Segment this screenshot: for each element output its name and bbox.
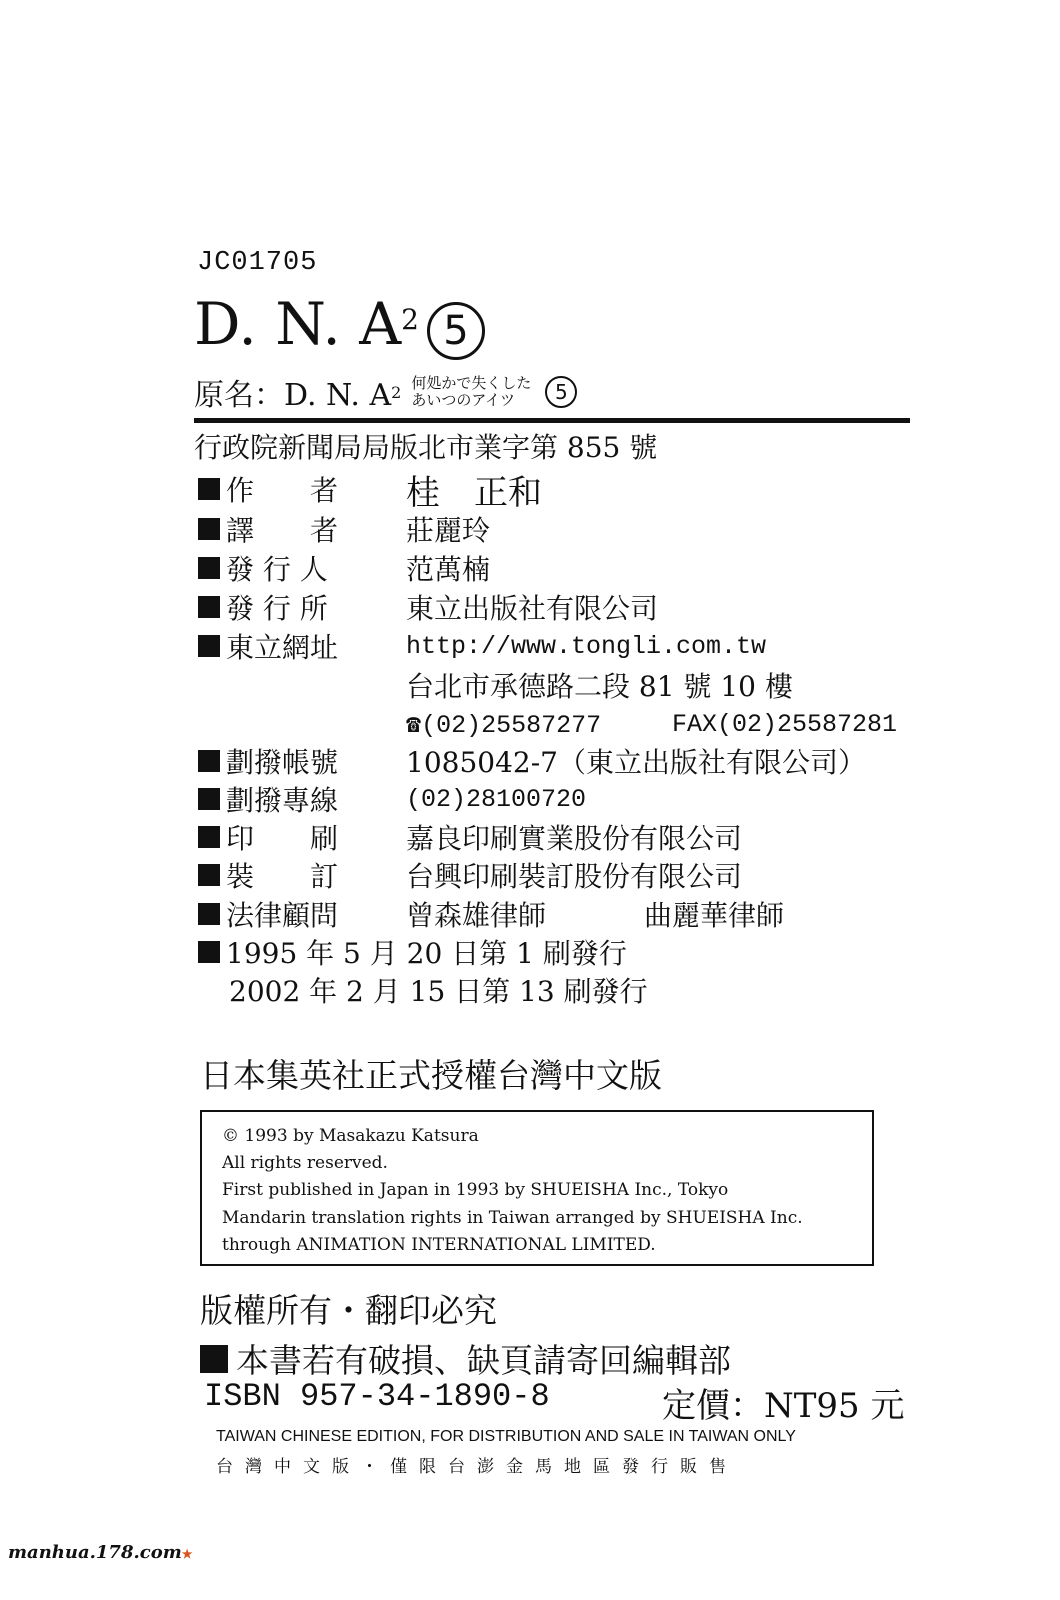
credit-label: 東立網址 (226, 631, 339, 664)
title-text: D. N. A (194, 290, 402, 358)
divider (194, 418, 910, 423)
credit-value: 東立出版社有限公司 (406, 592, 659, 625)
edition-notice-zh: 台灣中文版・僅限台澎金馬地區發行販售 (216, 1457, 738, 1476)
credit-value: (02)28100720 (406, 784, 587, 814)
volume-badge: 5 (427, 302, 485, 360)
square-bullet-icon (198, 750, 220, 772)
phone-icon: ☎ (406, 710, 422, 740)
print-history-latest-text: 2002 年 2 月 15 日第 13 刷發行 (229, 975, 648, 1008)
credit-value: 1085042-7（東立出版社有限公司） (406, 746, 866, 779)
publisher-address: 台北市承德路二段 81 號 10 樓 (406, 670, 793, 703)
catalog-code: JC01705 (197, 248, 318, 278)
damage-notice (200, 1335, 731, 1382)
website-url[interactable]: http://www.tongli.com.tw (406, 631, 767, 661)
credit-row-postal-line (198, 780, 587, 818)
square-bullet-icon (198, 941, 220, 963)
square-bullet-icon (198, 826, 220, 848)
square-bullet-icon (198, 788, 220, 810)
credit-value: 莊麗玲 (406, 514, 491, 547)
credit-row-website (198, 627, 767, 665)
credit-value: 范萬楠 (406, 553, 491, 586)
original-volume-badge: 5 (545, 376, 577, 408)
original-title (194, 370, 577, 414)
credit-row-postal-account (198, 742, 866, 780)
credit-label: 法律顧問 (226, 899, 339, 932)
copyright-box (200, 1110, 874, 1266)
credit-label: 印 刷 (226, 822, 339, 855)
fax-number: FAX(02)25587281 (672, 709, 898, 739)
license-number: 行政院新聞局局版北市業字第 855 號 (194, 431, 658, 464)
square-bullet-icon (198, 518, 220, 540)
copyright-line: through ANIMATION INTERNATIONAL LIMITED. (222, 1235, 656, 1255)
copyright-line: © 1993 by Masakazu Katsura (222, 1126, 479, 1146)
credit-row-publisher (198, 549, 491, 587)
credit-value: 嘉良印刷實業股份有限公司 (406, 822, 743, 855)
credit-row-publishing-house (198, 588, 659, 626)
credit-row-printing (198, 818, 743, 856)
credit-row-legal (198, 895, 785, 933)
credit-value: 台興印刷裝訂股份有限公司 (406, 860, 743, 893)
square-bullet-icon (198, 557, 220, 579)
square-bullet-icon (198, 864, 220, 886)
print-history-latest (198, 971, 648, 1009)
price: 定價：NT95 元 (662, 1386, 905, 1426)
credit-label: 譯 者 (226, 514, 339, 547)
square-bullet-icon (198, 903, 220, 925)
credit-row-author (198, 470, 542, 513)
print-history-first (198, 933, 627, 971)
japanese-title-line-1: 何処かで失くした (411, 374, 532, 392)
copyright-line: First published in Japan in 1993 by SHUEISHA Inc., Tokyo (222, 1180, 729, 1200)
square-bullet-icon (200, 1345, 228, 1373)
square-bullet-icon (198, 596, 220, 618)
credit-label: 劃撥帳號 (226, 746, 339, 779)
credit-value: 桂 正和 (406, 472, 542, 513)
isbn: ISBN 957-34-1890-8 (204, 1378, 550, 1415)
authorization-statement: 日本集英社正式授權台灣中文版 (200, 1056, 662, 1095)
original-title-superscript: 2 (391, 382, 402, 402)
phone-value: (02)25587277 (421, 710, 602, 740)
title-superscript: 2 (401, 303, 419, 336)
credit-label: 裝 訂 (226, 860, 339, 893)
credit-label: 發 行 人 (226, 553, 328, 586)
square-bullet-icon (198, 635, 220, 657)
credit-value: 曾森雄律師 (406, 899, 547, 932)
book-title (194, 292, 485, 360)
print-history-first-text: 1995 年 5 月 20 日第 1 刷發行 (226, 937, 627, 970)
damage-notice-text: 本書若有破損、缺頁請寄回編輯部 (236, 1341, 731, 1380)
edition-notice-en: TAIWAN CHINESE EDITION, FOR DISTRIBUTION AND SALE IN TAIWAN ONLY (216, 1428, 796, 1445)
credit-label: 作 者 (226, 474, 339, 507)
copyright-line: All rights reserved. (222, 1153, 388, 1173)
square-bullet-icon (198, 478, 220, 500)
credit-label: 發 行 所 (226, 592, 328, 625)
watermark-text: manhua.178.com (8, 1542, 182, 1563)
copyright-line: Mandarin translation rights in Taiwan arranged by SHUEISHA Inc. (222, 1208, 803, 1228)
star-icon: ★ (181, 1547, 193, 1561)
rights-reserved: 版權所有・翻印必究 (200, 1291, 497, 1330)
credit-label: 劃撥專線 (226, 784, 339, 817)
japanese-title-line-2: あいつのアイツ (411, 391, 515, 409)
original-title-label: 原名：D. N. A (194, 378, 392, 413)
credit-row-translator (198, 510, 491, 548)
watermark (8, 1542, 193, 1563)
phone-number (406, 709, 601, 740)
japanese-title (411, 375, 531, 409)
credit-row-binding (198, 856, 743, 894)
credit-value-2: 曲麗華律師 (644, 899, 785, 932)
